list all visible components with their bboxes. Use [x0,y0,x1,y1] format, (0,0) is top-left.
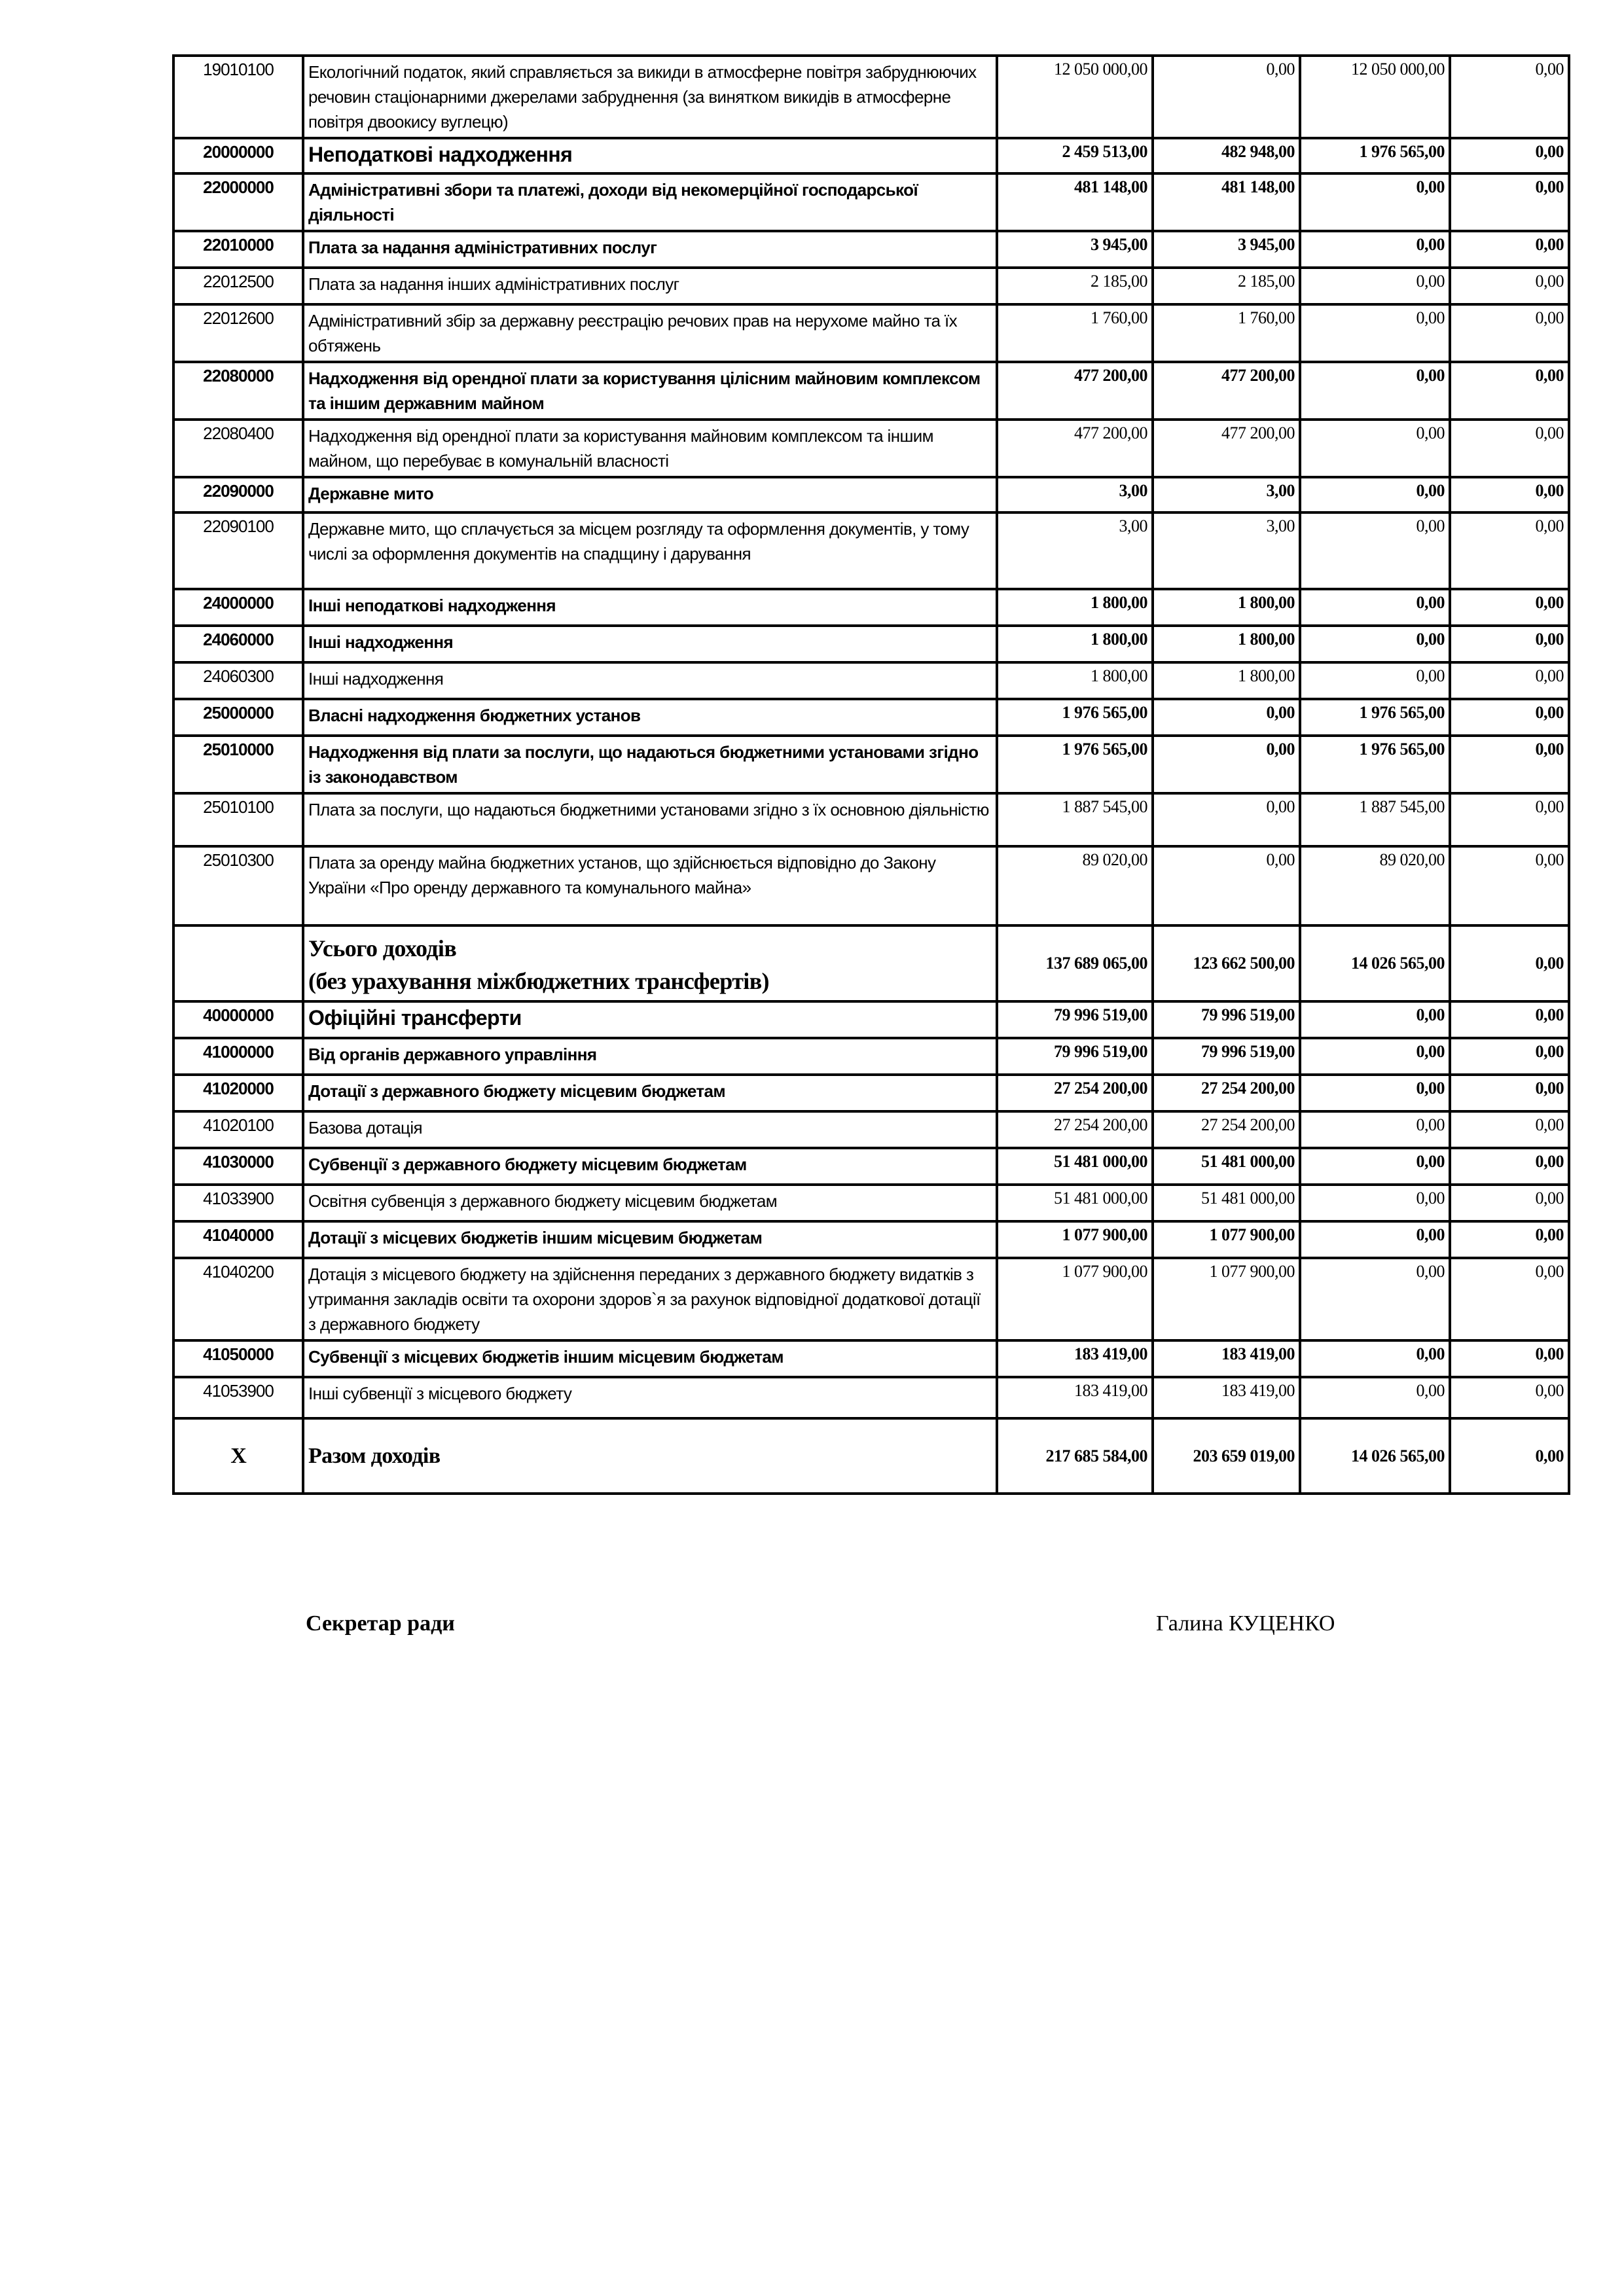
row-development-budget: 0,00 [1450,589,1569,626]
row-code: 41040000 [173,1221,303,1258]
row-general-fund: 123 662 500,00 [1153,925,1300,1001]
row-code: 41040200 [173,1258,303,1340]
table-row [173,1001,1569,1038]
revenue-table [172,54,1570,1495]
row-special-fund: 14 026 565,00 [1300,925,1450,1001]
table-row [173,589,1569,626]
row-code [173,925,303,1001]
table-row [173,1258,1569,1340]
row-development-budget: 0,00 [1450,1038,1569,1075]
row-general-fund: 0,00 [1153,846,1300,925]
row-total: 1 976 565,00 [997,699,1153,736]
row-special-fund: 1 976 565,00 [1300,138,1450,173]
row-special-fund: 0,00 [1300,362,1450,420]
row-development-budget: 0,00 [1450,1340,1569,1377]
table-row [173,512,1569,589]
table-row [173,362,1569,420]
row-general-fund: 1 800,00 [1153,589,1300,626]
row-general-fund: 1 800,00 [1153,662,1300,699]
table-row [173,1340,1569,1377]
row-general-fund: 1 077 900,00 [1153,1258,1300,1340]
row-special-fund: 0,00 [1300,1258,1450,1340]
row-total: 12 050 000,00 [997,56,1153,138]
row-code: 22090100 [173,512,303,589]
row-general-fund: 481 148,00 [1153,173,1300,231]
row-special-fund: 1 976 565,00 [1300,736,1450,793]
row-code: 41020100 [173,1111,303,1148]
row-total: 3,00 [997,512,1153,589]
row-special-fund: 12 050 000,00 [1300,56,1450,138]
row-code: 25010000 [173,736,303,793]
row-code: 22080400 [173,420,303,477]
row-total: 2 459 513,00 [997,138,1153,173]
row-name: Плата за надання адміністративних послуг [303,231,997,268]
row-total: 79 996 519,00 [997,1001,1153,1038]
row-code: 24000000 [173,589,303,626]
row-development-budget: 0,00 [1450,793,1569,846]
row-name: Плата за послуги, що надаються бюджетними установами згідно з їх основною діяльністю [303,793,997,846]
row-name: Адміністративні збори та платежі, доходи від некомерційної господарської діяльності [303,173,997,231]
table-row [173,420,1569,477]
table-row [173,1111,1569,1148]
row-code: 22000000 [173,173,303,231]
row-general-fund: 477 200,00 [1153,362,1300,420]
row-code: 25000000 [173,699,303,736]
table-row [173,1418,1569,1494]
row-total: 3,00 [997,477,1153,512]
row-development-budget: 0,00 [1450,736,1569,793]
signature-title: Секретар ради [306,1611,455,1636]
row-name: Інші субвенції з місцевого бюджету [303,1377,997,1418]
row-special-fund: 0,00 [1300,231,1450,268]
table-row [173,173,1569,231]
table-row [173,699,1569,736]
table-row [173,925,1569,1001]
row-name: Плата за надання інших адміністративних послуг [303,268,997,304]
row-general-fund: 27 254 200,00 [1153,1111,1300,1148]
row-development-budget: 0,00 [1450,1221,1569,1258]
row-name: Власні надходження бюджетних установ [303,699,997,736]
row-name: Інші надходження [303,626,997,662]
row-special-fund: 0,00 [1300,1377,1450,1418]
row-general-fund: 183 419,00 [1153,1340,1300,1377]
row-special-fund: 0,00 [1300,626,1450,662]
row-development-budget: 0,00 [1450,477,1569,512]
row-general-fund: 482 948,00 [1153,138,1300,173]
table-row [173,1221,1569,1258]
row-code: 41000000 [173,1038,303,1075]
row-development-budget: 0,00 [1450,1258,1569,1340]
row-total: 27 254 200,00 [997,1075,1153,1111]
table-row [173,231,1569,268]
row-development-budget: 0,00 [1450,362,1569,420]
row-special-fund: 0,00 [1300,589,1450,626]
row-code: 22012500 [173,268,303,304]
row-development-budget: 0,00 [1450,173,1569,231]
row-development-budget: 0,00 [1450,56,1569,138]
row-total: 89 020,00 [997,846,1153,925]
row-special-fund: 0,00 [1300,173,1450,231]
row-development-budget: 0,00 [1450,699,1569,736]
row-name: Інші неподаткові надходження [303,589,997,626]
table-row [173,736,1569,793]
row-code: 22012600 [173,304,303,362]
row-general-fund: 0,00 [1153,736,1300,793]
row-total: 1 976 565,00 [997,736,1153,793]
row-name: Разом доходів [303,1418,997,1494]
table-row [173,1148,1569,1185]
row-code: 22080000 [173,362,303,420]
row-development-budget: 0,00 [1450,1111,1569,1148]
table-row [173,793,1569,846]
row-name: Дотації з державного бюджету місцевим бюджетам [303,1075,997,1111]
row-total: 1 800,00 [997,589,1153,626]
row-development-budget: 0,00 [1450,1148,1569,1185]
row-special-fund: 0,00 [1300,268,1450,304]
row-name: Офіційні трансферти [303,1001,997,1038]
row-general-fund: 79 996 519,00 [1153,1038,1300,1075]
row-general-fund: 3,00 [1153,512,1300,589]
row-code: 41053900 [173,1377,303,1418]
row-development-budget: 0,00 [1450,1075,1569,1111]
row-name: Усього доходів (без урахування міжбюджетних трансфертів) [303,925,997,1001]
row-code: 41020000 [173,1075,303,1111]
table-row [173,138,1569,173]
row-special-fund: 0,00 [1300,1001,1450,1038]
row-code: 41050000 [173,1340,303,1377]
row-special-fund: 0,00 [1300,304,1450,362]
row-name: Дотація з місцевого бюджету на здійснення переданих з державного бюджету видатків з утримання закладів освіти та охорони здоров`я за рахунок відповідної додаткової дотації з державного бюджету [303,1258,997,1340]
row-special-fund: 0,00 [1300,1038,1450,1075]
row-code: Х [173,1418,303,1494]
row-development-budget: 0,00 [1450,626,1569,662]
row-name: Базова дотація [303,1111,997,1148]
row-development-budget: 0,00 [1450,420,1569,477]
row-general-fund: 0,00 [1153,56,1300,138]
row-development-budget: 0,00 [1450,1185,1569,1221]
row-code: 24060000 [173,626,303,662]
row-name: Субвенції з місцевих бюджетів іншим місцевим бюджетам [303,1340,997,1377]
row-name: Дотації з місцевих бюджетів іншим місцевим бюджетам [303,1221,997,1258]
row-special-fund: 0,00 [1300,1340,1450,1377]
row-development-budget: 0,00 [1450,1418,1569,1494]
row-special-fund: 0,00 [1300,662,1450,699]
row-special-fund: 89 020,00 [1300,846,1450,925]
row-general-fund: 79 996 519,00 [1153,1001,1300,1038]
row-code: 25010300 [173,846,303,925]
row-code: 41030000 [173,1148,303,1185]
row-name: Інші надходження [303,662,997,699]
row-development-budget: 0,00 [1450,138,1569,173]
row-total: 183 419,00 [997,1340,1153,1377]
row-development-budget: 0,00 [1450,304,1569,362]
row-general-fund: 51 481 000,00 [1153,1148,1300,1185]
table-row [173,1038,1569,1075]
row-special-fund: 0,00 [1300,512,1450,589]
row-total: 1 800,00 [997,662,1153,699]
row-total: 137 689 065,00 [997,925,1153,1001]
row-name: Надходження від плати за послуги, що надаються бюджетними установами згідно із законодавством [303,736,997,793]
row-total: 1 077 900,00 [997,1221,1153,1258]
row-name: Надходження від орендної плати за користування майновим комплексом та іншим майном, що перебуває в комунальній власності [303,420,997,477]
row-special-fund: 0,00 [1300,477,1450,512]
row-total: 477 200,00 [997,420,1153,477]
table-row [173,626,1569,662]
row-total: 183 419,00 [997,1377,1153,1418]
row-development-budget: 0,00 [1450,925,1569,1001]
row-general-fund: 3,00 [1153,477,1300,512]
row-total: 51 481 000,00 [997,1148,1153,1185]
row-code: 20000000 [173,138,303,173]
row-general-fund: 3 945,00 [1153,231,1300,268]
row-code: 19010100 [173,56,303,138]
signature-name: Галина КУЦЕНКО [1156,1611,1335,1636]
row-total: 27 254 200,00 [997,1111,1153,1148]
row-name: Освітня субвенція з державного бюджету місцевим бюджетам [303,1185,997,1221]
row-general-fund: 183 419,00 [1153,1377,1300,1418]
row-special-fund: 1 887 545,00 [1300,793,1450,846]
row-development-budget: 0,00 [1450,1001,1569,1038]
row-special-fund: 0,00 [1300,1111,1450,1148]
row-name: Від органів державного управління [303,1038,997,1075]
row-code: 41033900 [173,1185,303,1221]
row-total: 1 077 900,00 [997,1258,1153,1340]
row-total: 2 185,00 [997,268,1153,304]
row-total: 3 945,00 [997,231,1153,268]
row-general-fund: 477 200,00 [1153,420,1300,477]
row-name: Державне мито, що сплачується за місцем розгляду та оформлення документів, у тому числі за оформлення документів на спадщину і дарування [303,512,997,589]
row-name: Плата за оренду майна бюджетних установ, що здійснюється відповідно до Закону України «Про оренду державного та комунального майна» [303,846,997,925]
table-row [173,662,1569,699]
table-row [173,304,1569,362]
row-code: 22090000 [173,477,303,512]
row-total: 477 200,00 [997,362,1153,420]
row-general-fund: 27 254 200,00 [1153,1075,1300,1111]
row-general-fund: 51 481 000,00 [1153,1185,1300,1221]
row-code: 24060300 [173,662,303,699]
row-general-fund: 0,00 [1153,793,1300,846]
row-special-fund: 0,00 [1300,1148,1450,1185]
row-total: 481 148,00 [997,173,1153,231]
row-total: 51 481 000,00 [997,1185,1153,1221]
table-row [173,846,1569,925]
row-special-fund: 14 026 565,00 [1300,1418,1450,1494]
table-row [173,268,1569,304]
table-row [173,1075,1569,1111]
table-row [173,56,1569,138]
table-row [173,477,1569,512]
row-general-fund: 1 760,00 [1153,304,1300,362]
row-total: 1 887 545,00 [997,793,1153,846]
row-name: Екологічний податок, який справляється за викиди в атмосферне повітря забруднюючих речовин стаціонарними джерелами забруднення (за винятком викидів в атмосферне повітря двоокису вуглецю) [303,56,997,138]
row-special-fund: 0,00 [1300,1075,1450,1111]
row-name: Адміністративний збір за державну реєстрацію речових прав на нерухоме майно та їх обтяжень [303,304,997,362]
table-row [173,1377,1569,1418]
row-special-fund: 0,00 [1300,1185,1450,1221]
row-code: 22010000 [173,231,303,268]
row-special-fund: 0,00 [1300,1221,1450,1258]
row-total: 1 800,00 [997,626,1153,662]
row-general-fund: 1 077 900,00 [1153,1221,1300,1258]
row-name: Державне мито [303,477,997,512]
row-development-budget: 0,00 [1450,662,1569,699]
row-name: Неподаткові надходження [303,138,997,173]
row-total: 79 996 519,00 [997,1038,1153,1075]
row-development-budget: 0,00 [1450,846,1569,925]
row-general-fund: 1 800,00 [1153,626,1300,662]
row-general-fund: 0,00 [1153,699,1300,736]
row-name: Надходження від орендної плати за користування цілісним майновим комплексом та іншим державним майном [303,362,997,420]
row-special-fund: 1 976 565,00 [1300,699,1450,736]
row-general-fund: 203 659 019,00 [1153,1418,1300,1494]
row-development-budget: 0,00 [1450,512,1569,589]
row-code: 25010100 [173,793,303,846]
row-total: 1 760,00 [997,304,1153,362]
row-total: 217 685 584,00 [997,1418,1153,1494]
row-development-budget: 0,00 [1450,1377,1569,1418]
row-special-fund: 0,00 [1300,420,1450,477]
row-code: 40000000 [173,1001,303,1038]
table-row [173,1185,1569,1221]
row-development-budget: 0,00 [1450,268,1569,304]
row-development-budget: 0,00 [1450,231,1569,268]
row-general-fund: 2 185,00 [1153,268,1300,304]
row-name: Субвенції з державного бюджету місцевим бюджетам [303,1148,997,1185]
